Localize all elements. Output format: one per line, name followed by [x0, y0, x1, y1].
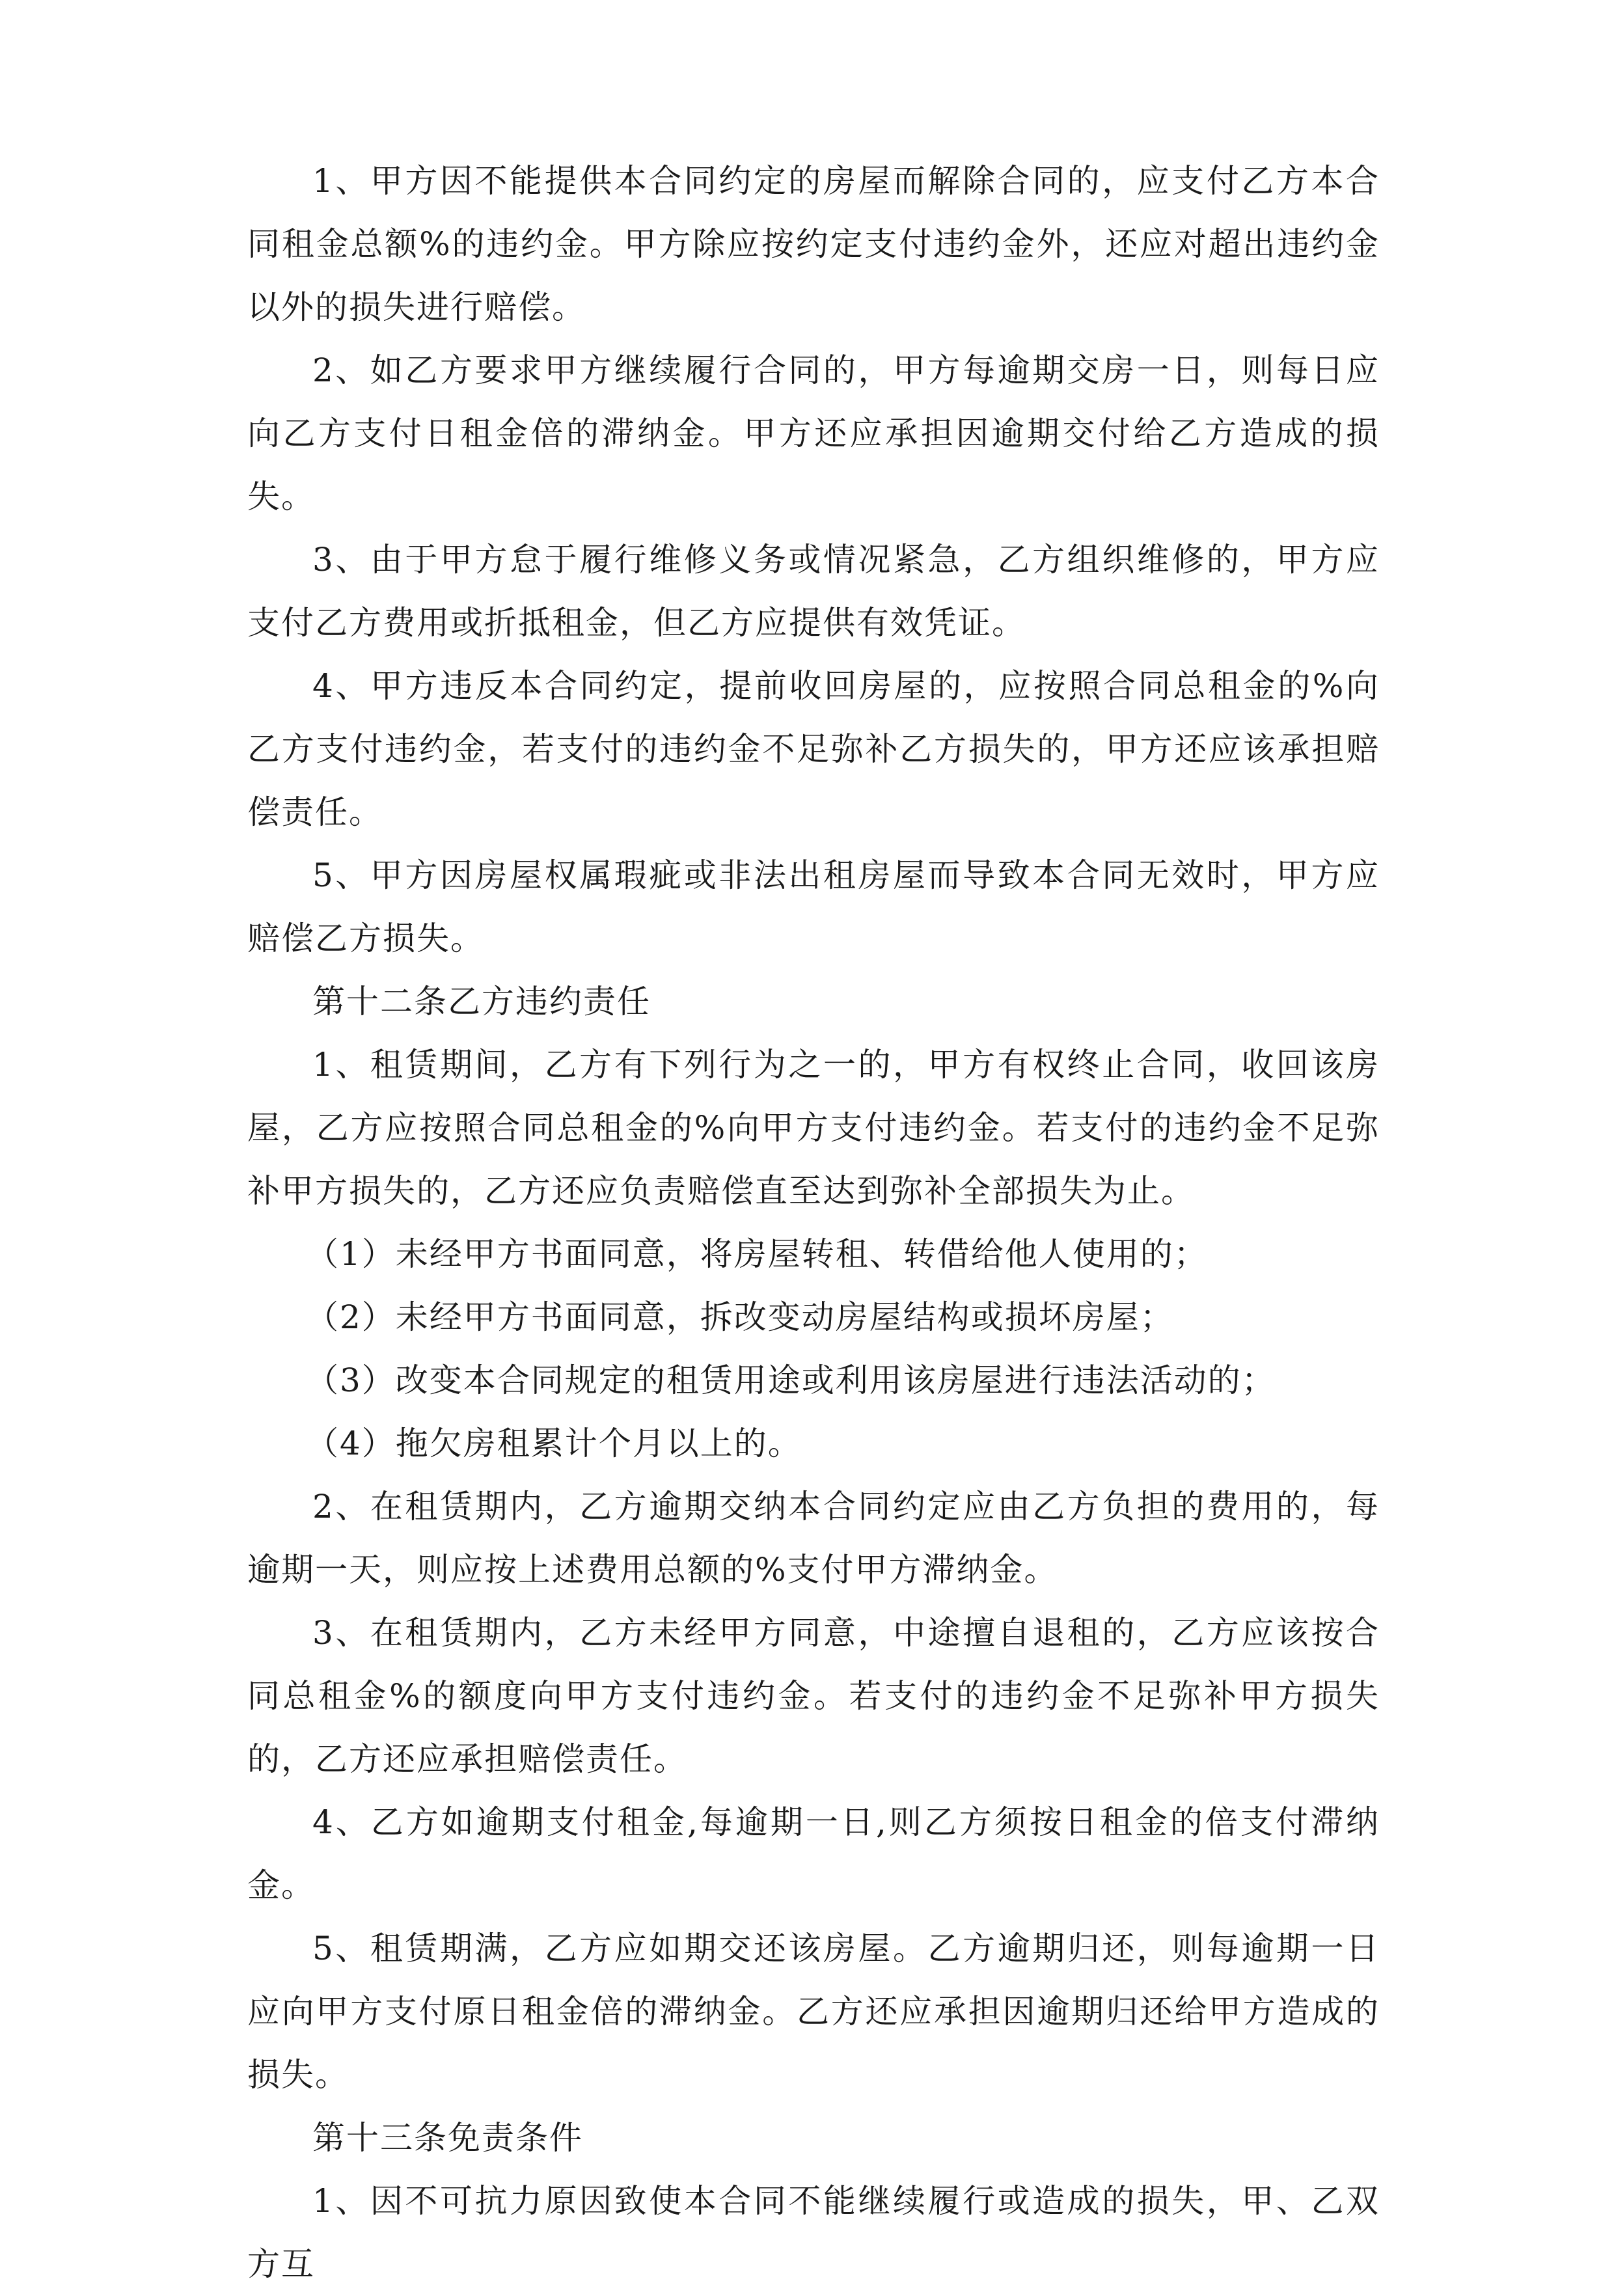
clause-paragraph: 5、甲方因房屋权属瑕疵或非法出租房屋而导致本合同无效时，甲方应赔偿乙方损失。	[247, 856, 1380, 957]
document-page	[247, 150, 1380, 2296]
section-heading: 第十三条免责条件	[312, 2119, 583, 2157]
list-item: （2）未经甲方书面同意，拆改变动房屋结构或损坏房屋；	[306, 1298, 1174, 1336]
section-heading: 第十二条乙方违约责任	[312, 983, 651, 1020]
clause-paragraph: 4、甲方违反本合同约定，提前收回房屋的，应按照合同总租金的%向乙方支付违约金，若支付的违约金不足弥补乙方损失的，甲方还应该承担赔偿责任。	[247, 667, 1380, 831]
clause-paragraph: 4、乙方如逾期支付租金,每逾期一日,则乙方须按日租金的倍支付滞纳金。	[247, 1803, 1380, 1904]
clause-paragraph: 3、由于甲方怠于履行维修义务或情况紧急，乙方组织维修的，甲方应支付乙方费用或折抵租金，但乙方应提供有效凭证。	[247, 541, 1380, 642]
clause-paragraph: 1、因不可抗力原因致使本合同不能继续履行或造成的损失，甲、乙双方互	[247, 2182, 1380, 2283]
list-item: （4）拖欠房租累计个月以上的。	[306, 1425, 802, 1462]
clause-paragraph: 2、在租赁期内，乙方逾期交纳本合同约定应由乙方负担的费用的，每逾期一天，则应按上述费用总额的%支付甲方滞纳金。	[247, 1488, 1380, 1589]
clause-paragraph: 1、甲方因不能提供本合同约定的房屋而解除合同的，应支付乙方本合同租金总额%的违约金。甲方除应按约定支付违约金外，还应对超出违约金以外的损失进行赔偿。	[247, 162, 1380, 326]
clause-paragraph: 1、租赁期间，乙方有下列行为之一的，甲方有权终止合同，收回该房屋，乙方应按照合同总租金的%向甲方支付违约金。若支付的违约金不足弥补甲方损失的，乙方还应负责赔偿直至达到弥补全部损失为止。	[247, 1046, 1380, 1210]
clause-paragraph: 3、在租赁期内，乙方未经甲方同意，中途擅自退租的，乙方应该按合同总租金%的额度向甲方支付违约金。若支付的违约金不足弥补甲方损失的，乙方还应承担赔偿责任。	[247, 1614, 1380, 1778]
list-item: （1）未经甲方书面同意，将房屋转租、转借给他人使用的；	[306, 1235, 1208, 1273]
list-item: （3）改变本合同规定的租赁用途或利用该房屋进行违法活动的；	[306, 1361, 1276, 1399]
clause-paragraph: 5、租赁期满，乙方应如期交还该房屋。乙方逾期归还，则每逾期一日应向甲方支付原日租金倍的滞纳金。乙方还应承担因逾期归还给甲方造成的损失。	[247, 1930, 1380, 2094]
clause-paragraph: 2、如乙方要求甲方继续履行合同的，甲方每逾期交房一日，则每日应向乙方支付日租金倍的滞纳金。甲方还应承担因逾期交付给乙方造成的损失。	[247, 351, 1380, 515]
